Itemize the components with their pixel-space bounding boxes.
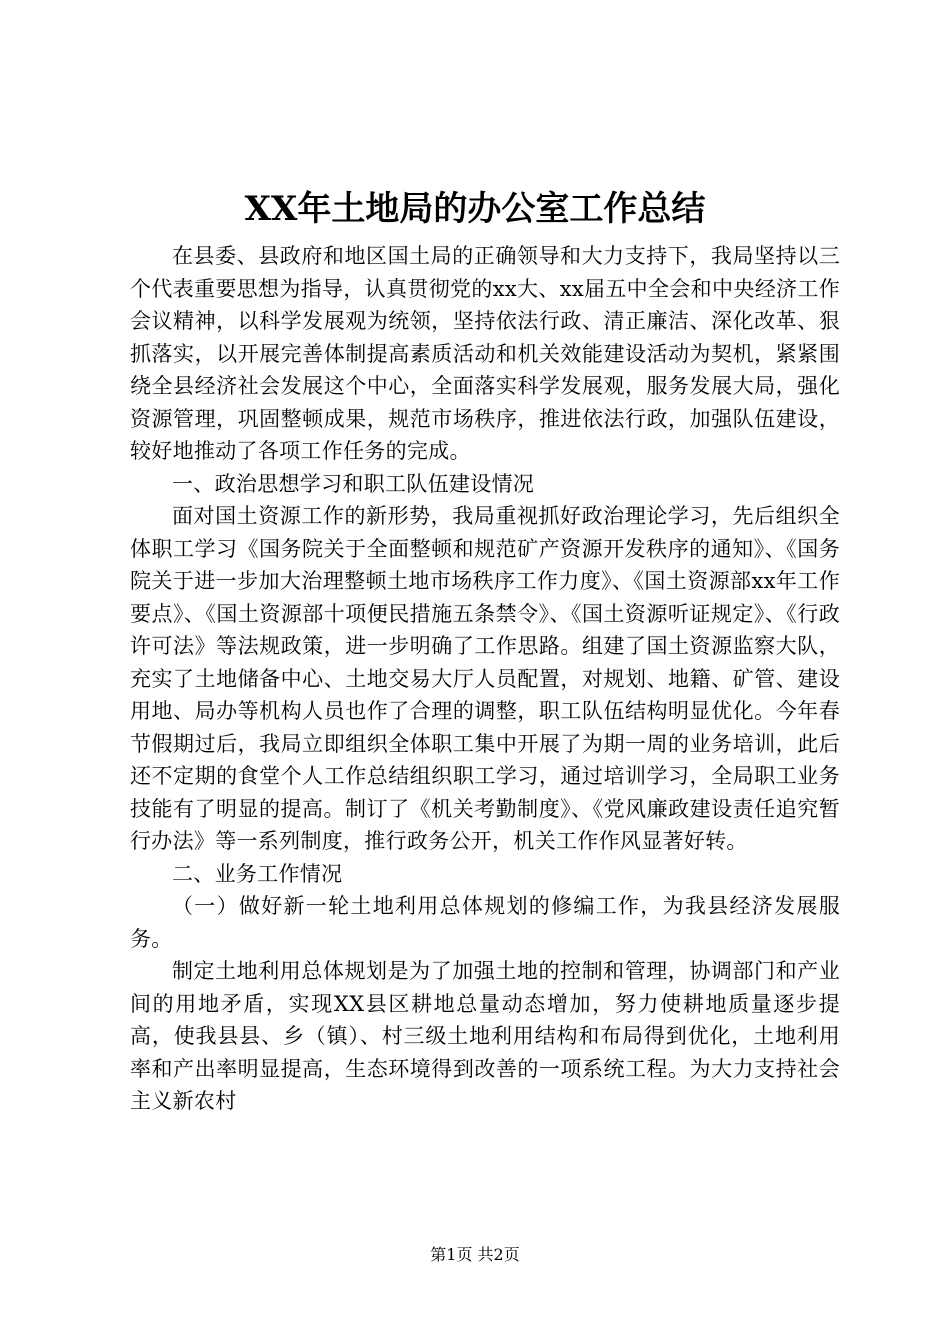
subsection-1-paragraph: 制定土地利用总体规划是为了加强土地的控制和管理，协调部门和产业间的用地矛盾，实现XX县区耕地总量动态增加，努力使耕地质量逐步提高，使我县县、乡（镇）、村三级土地利用结构和布局得到优化，土地利用率和产出率明显提高，生态环境得到改善的一项系统工程。为大力支持社会主义新农村 bbox=[130, 959, 840, 1113]
section-heading-2: 二、业务工作情况 bbox=[172, 861, 343, 886]
section-heading-1: 一、政治思想学习和职工队伍建设情况 bbox=[172, 471, 535, 496]
section-1-paragraph: 面对国土资源工作的新形势，我局重视抓好政治理论学习，先后组织全体职工学习《国务院关于全面整顿和规范矿产资源开发秩序的通知》、《国务院关于进一步加大治理整顿土地市场秩序工作力度》、《国土资源部xx年工作要点》、《国土资源部十项便民措施五条禁令》、《国土资源听证规定》、《行政许可法》等法规政策，进一步明确了工作思路。组建了国土资源监察大队，充实了土地储备中心、土地交易大厅人员配置，对规划、地籍、矿管、建设用地、局办等机构人员也作了合理的调整，职工队伍结构明显优化。今年春节假期过后，我局立即组织全体职工集中开展了为期一周的业务培训，此后还不定期的食堂个人工作总结组织职工学习，通过培训学习，全局职工业务技能有了明显的提高。制订了《机关考勤制度》、《党风廉政建设责任追究暂行办法》等一系列制度，推行政务公开，机关工作作风显著好转。 bbox=[130, 504, 840, 853]
intro-paragraph: 在县委、县政府和地区国土局的正确领导和大力支持下，我局坚持以三个代表重要思想为指导，认真贯彻党的xx大、xx届五中全会和中央经济工作会议精神，以科学发展观为统领，坚持依法行政、清正廉洁、深化改革、狠抓落实，以开展完善体制提高素质活动和机关效能建设活动为契机，紧紧围绕全县经济社会发展这个中心，全面落实科学发展观，服务发展大局，强化资源管理，巩固整顿成果，规范市场秩序，推进依法行政，加强队伍建设，较好地推动了各项工作任务的完成。 bbox=[130, 244, 840, 463]
document-title: XX年土地局的办公室工作总结 bbox=[244, 189, 706, 229]
page-number-footer: 第1页 共2页 bbox=[430, 1245, 520, 1264]
subsection-heading-1: （一）做好新一轮土地利用总体规划的修编工作，为我县经济发展服务。 bbox=[130, 894, 840, 951]
document-body bbox=[130, 240, 840, 1118]
